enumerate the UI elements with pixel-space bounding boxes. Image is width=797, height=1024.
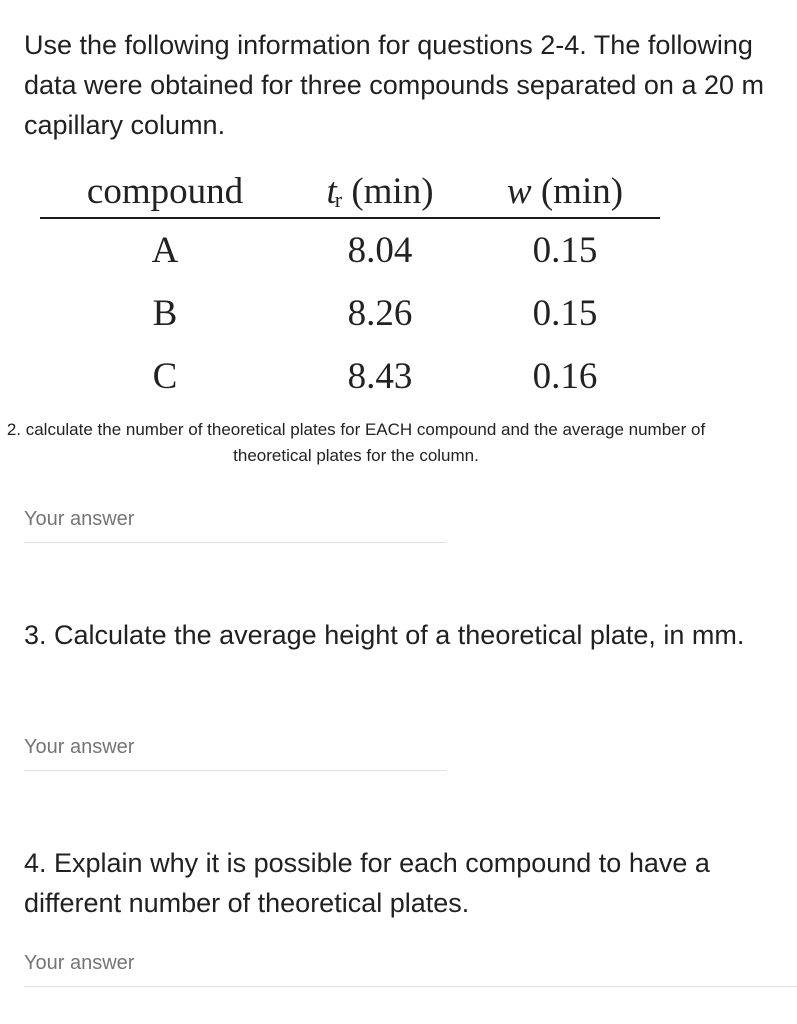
- compound-data-table: [40, 165, 660, 408]
- table-row: [40, 282, 660, 345]
- header-tr-subscript: r: [334, 187, 343, 212]
- header-retention-time: [290, 165, 470, 218]
- cell-compound: B: [152, 293, 178, 334]
- table-header-row: [40, 165, 660, 218]
- cell-retention-time: 8.43: [347, 356, 413, 397]
- header-w-symbol: w: [506, 171, 532, 212]
- cell-compound: A: [151, 230, 179, 271]
- cell-compound: C: [152, 356, 178, 397]
- header-tr-unit: (min): [342, 171, 434, 212]
- table-row: [40, 218, 660, 282]
- header-peak-width: [470, 165, 660, 218]
- cell-retention-time: 8.26: [347, 293, 413, 334]
- cell-peak-width: 0.15: [532, 230, 598, 271]
- cell-peak-width: 0.15: [532, 293, 598, 334]
- question-3-answer-input[interactable]: [24, 730, 447, 771]
- question-2-text: 2. calculate the number of theoretical plates for EACH compound and the average number of theoretical plates for the column.: [6, 420, 706, 465]
- header-w-unit: (min): [531, 171, 624, 212]
- cell-peak-width: 0.16: [532, 356, 598, 397]
- question-2-answer-input[interactable]: [24, 502, 447, 543]
- cell-retention-time: 8.04: [347, 230, 413, 271]
- intro-text: Use the following information for questions 2-4. The following data were obtained for three compounds separated on a 20 m capillary column.: [24, 30, 764, 140]
- header-compound: compound: [40, 165, 290, 218]
- header-tr-symbol: t: [326, 171, 337, 212]
- question-3-text: 3. Calculate the average height of a theoretical plate, in mm.: [24, 620, 745, 650]
- question-4-answer-input[interactable]: [24, 946, 797, 987]
- question-4-text: 4. Explain why it is possible for each compound to have a different number of theoretical plates.: [24, 848, 710, 918]
- table-row: [40, 345, 660, 408]
